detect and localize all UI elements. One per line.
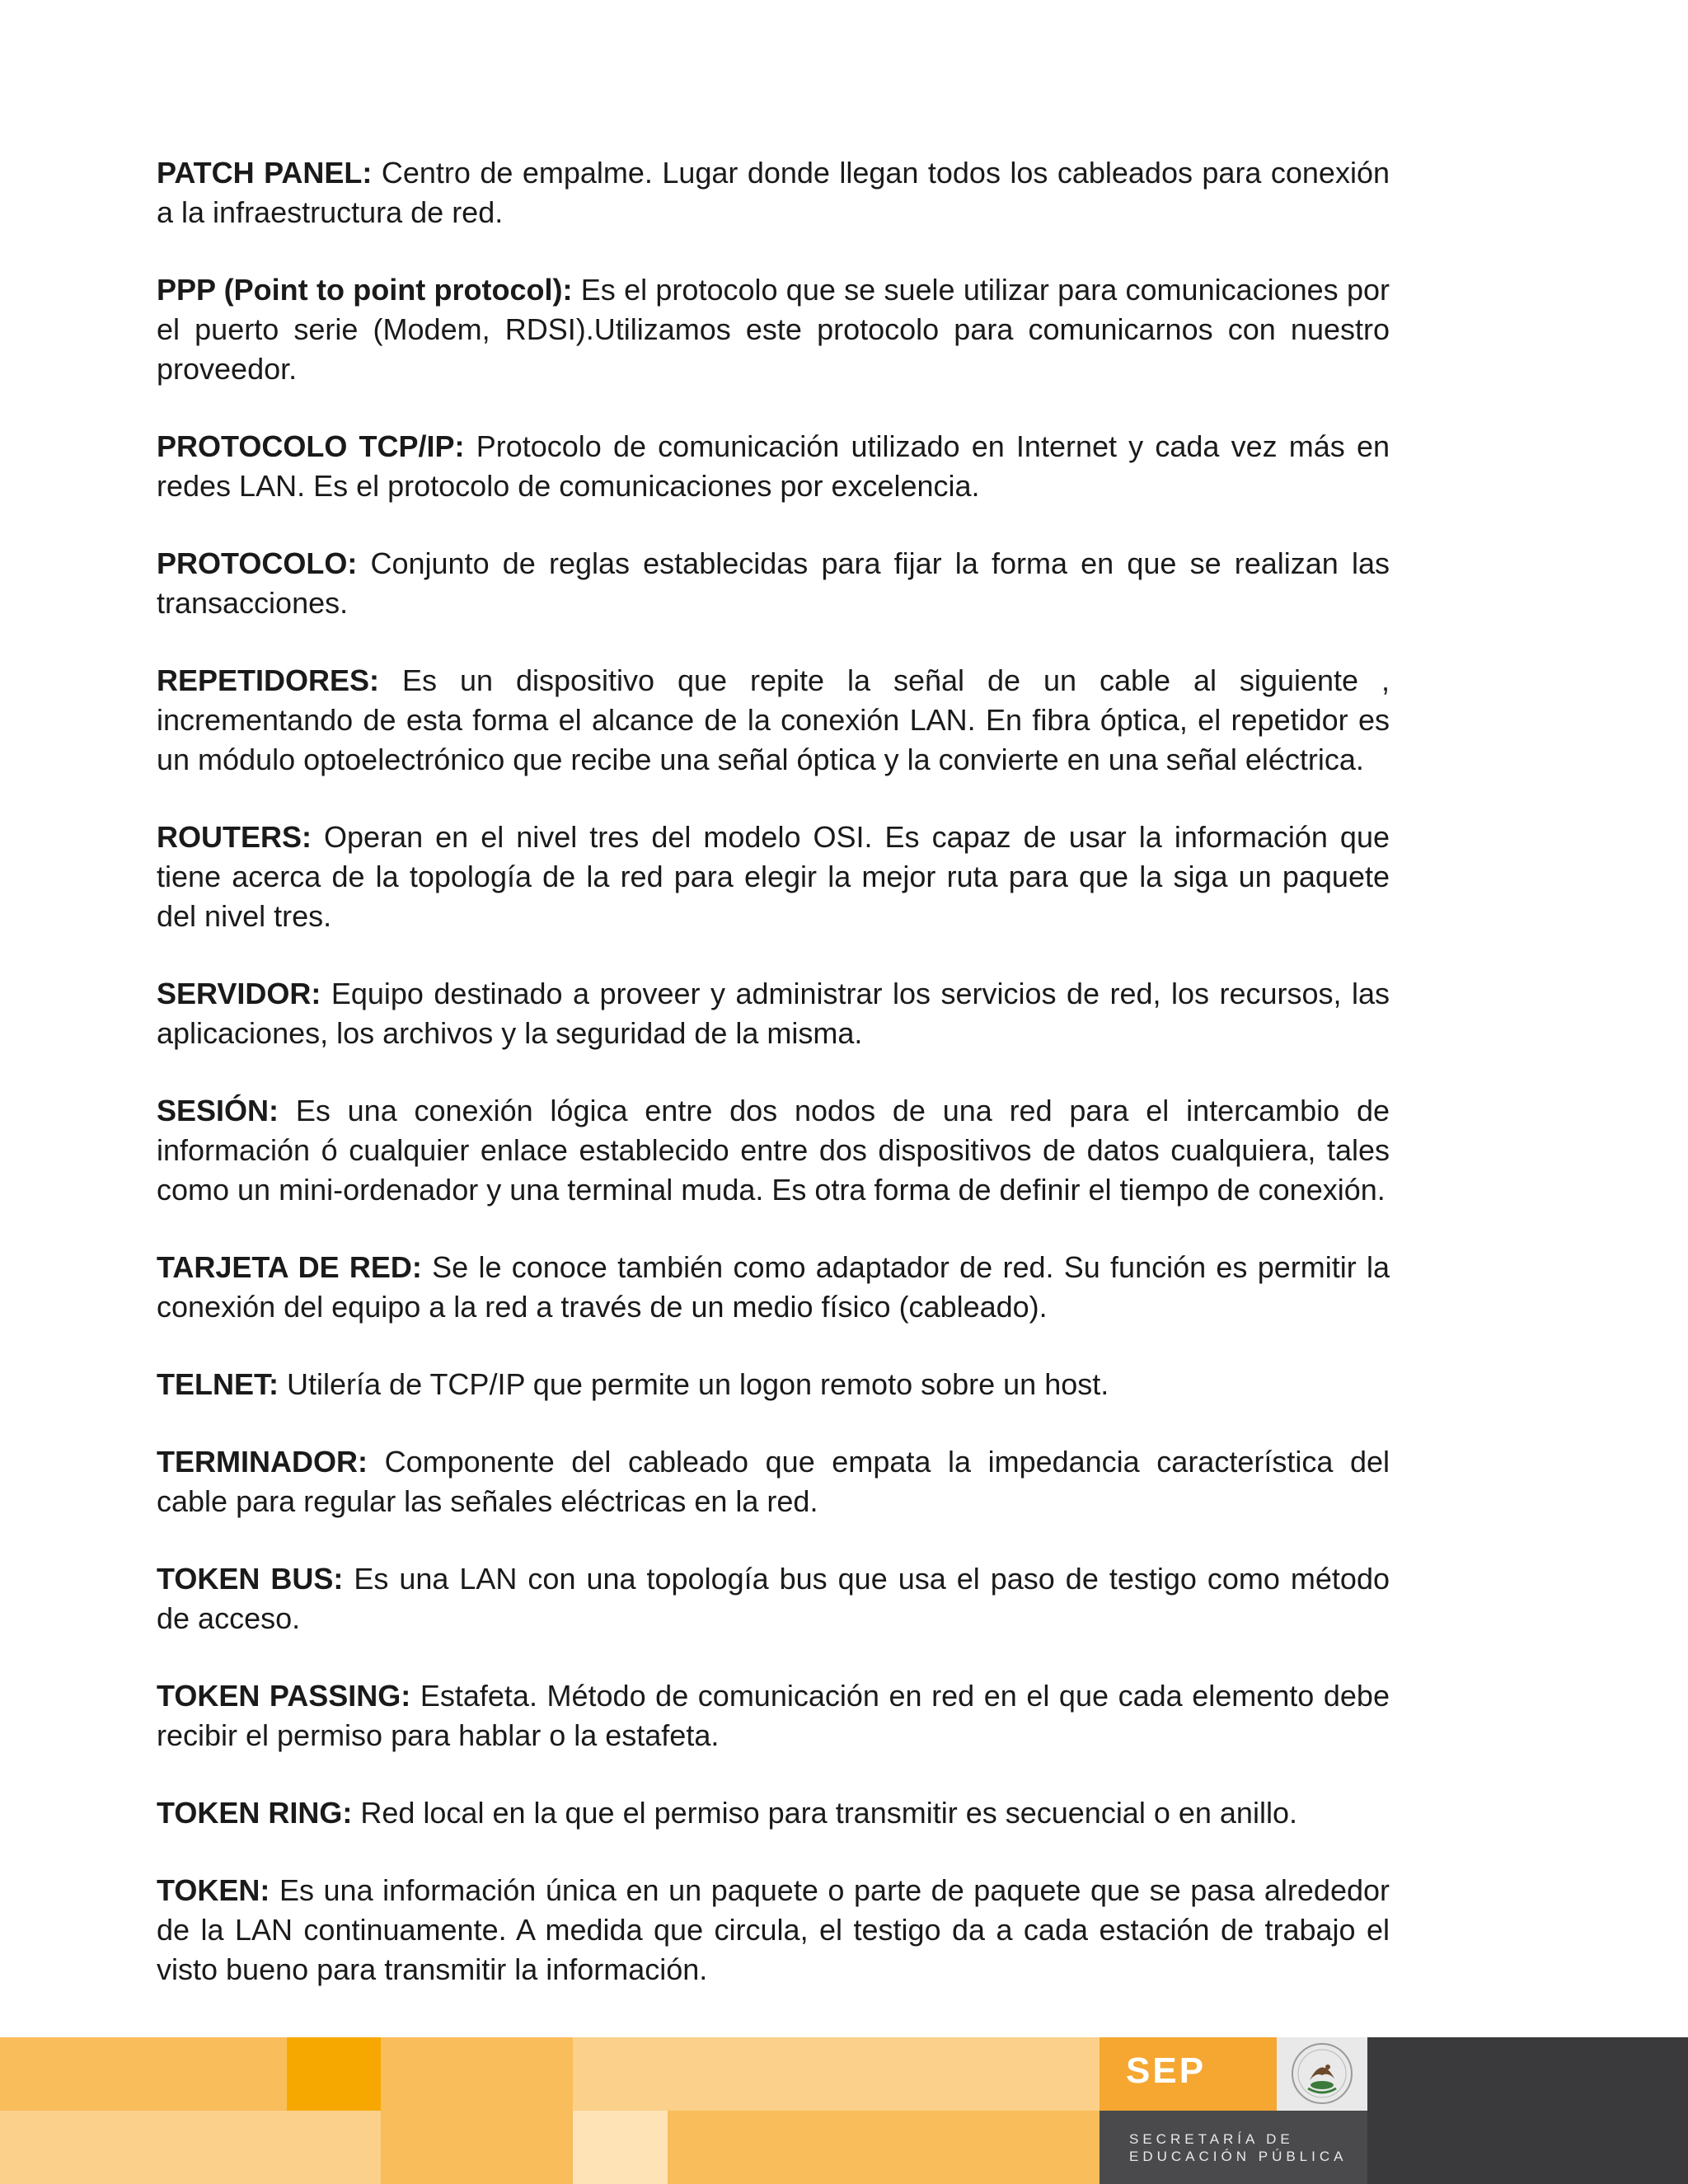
glossary-entry: [157, 270, 1390, 389]
glossary-entry: [157, 1559, 1390, 1638]
footer-color-block: [668, 2111, 1100, 2184]
glossary-definition: Centro de empalme. Lugar donde llegan todos los cableados para conexión a la infraestructura de red.: [157, 156, 1390, 229]
glossary-entry: [157, 974, 1390, 1053]
glossary-term: PROTOCOLO TCP/IP:: [157, 429, 465, 463]
sep-subtitle: [1100, 2037, 1367, 2184]
glossary-term: PPP (Point to point protocol):: [157, 273, 573, 307]
glossary: [157, 153, 1390, 2027]
glossary-definition: Estafeta. Método de comunicación en red en el que cada elemento debe recibir el permiso para hablar o la estafeta.: [157, 1679, 1390, 1752]
glossary-definition: Utilería de TCP/IP que permite un logon remoto sobre un host.: [287, 1367, 1109, 1401]
glossary-term: REPETIDORES:: [157, 663, 380, 697]
glossary-definition: Es el protocolo que se suele utilizar para comunicaciones por el puerto serie (Modem, RDSI).Utilizamos este protocolo para comunicarnos con nuestro proveedor.: [157, 273, 1390, 386]
glossary-entry: [157, 1442, 1390, 1521]
glossary-definition: Equipo destinado a proveer y administrar los servicios de red, los recursos, las aplicaciones, los archivos y la seguridad de la misma.: [157, 977, 1390, 1050]
sep-logo-text: SEP: [1126, 2050, 1207, 2091]
glossary-entry: [157, 818, 1390, 936]
glossary-definition: Es una conexión lógica entre dos nodos de una red para el intercambio de información ó cualquier enlace establecido entre dos dispositivos de datos cualquiera, tales como un mini-ordenador y una terminal muda. Es otra forma de definir el tiempo de conexión.: [157, 1094, 1390, 1207]
glossary-definition: Componente del cableado que empata la impedancia característica del cable para regular las señales eléctricas en la red.: [157, 1445, 1390, 1518]
glossary-term: TARJETA DE RED:: [157, 1250, 422, 1284]
glossary-definition: Es una información única en un paquete o parte de paquete que se pasa alrededor de la LAN continuamente. A medida que circula, el testigo da a cada estación de trabajo el visto bueno para transmitir la información.: [157, 1873, 1390, 1986]
glossary-entry: [157, 1091, 1390, 1210]
footer-color-block: [287, 2037, 381, 2111]
glossary-term: PROTOCOLO:: [157, 546, 358, 580]
glossary-term: ROUTERS:: [157, 820, 312, 854]
glossary-entry: [157, 153, 1390, 232]
footer-color-block: [0, 2037, 287, 2111]
glossary-definition: Conjunto de reglas establecidas para fijar la forma en que se realizan las transacciones.: [157, 546, 1390, 620]
glossary-entry: [157, 1365, 1390, 1404]
glossary-entry: [157, 1676, 1390, 1755]
glossary-definition: Operan en el nivel tres del modelo OSI. Es capaz de usar la información que tiene acerca de la topología de la red para elegir la mejor ruta para que la siga un paquete del nivel tres.: [157, 820, 1390, 933]
glossary-term: SERVIDOR:: [157, 977, 321, 1010]
glossary-definition: Protocolo de comunicación utilizado en Internet y cada vez más en redes LAN. Es el protocolo de comunicaciones por excelencia.: [157, 429, 1390, 503]
glossary-entry: [157, 1248, 1390, 1327]
footer-color-block: [573, 2037, 1100, 2111]
glossary-term: TERMINADOR:: [157, 1445, 368, 1479]
glossary-term: TOKEN PASSING:: [157, 1679, 411, 1713]
glossary-term: TOKEN RING:: [157, 1796, 353, 1830]
footer-color-block: [381, 2037, 573, 2111]
glossary-term: PATCH PANEL:: [157, 156, 373, 190]
footer-color-block: [381, 2111, 573, 2184]
glossary-term: TOKEN BUS:: [157, 1562, 344, 1596]
glossary-entry: [157, 1871, 1390, 1990]
glossary-term: TOKEN:: [157, 1873, 270, 1907]
footer-dark-block: [1367, 2037, 1688, 2184]
footer-color-block: [573, 2111, 668, 2184]
glossary-entry: [157, 544, 1390, 623]
page-footer: [0, 2037, 1688, 2184]
glossary-entry: [157, 427, 1390, 506]
glossary-definition: Red local en la que el permiso para transmitir es secuencial o en anillo.: [360, 1796, 1297, 1830]
sep-subtitle-line: SECRETARÍA DE: [1129, 2131, 1294, 2147]
glossary-term: TELNET:: [157, 1367, 279, 1401]
glossary-entry: [157, 661, 1390, 780]
glossary-definition: Es una LAN con una topología bus que usa el paso de testigo como método de acceso.: [157, 1562, 1390, 1635]
glossary-definition: Se le conoce también como adaptador de red. Su función es permitir la conexión del equipo a la red a través de un medio físico (cableado).: [157, 1250, 1390, 1324]
sep-subtitle-line: EDUCACIÓN PÚBLICA: [1129, 2149, 1348, 2164]
glossary-definition: Es un dispositivo que repite la señal de un cable al siguiente , incrementando de esta forma el alcance de la conexión LAN. En fibra óptica, el repetidor es un módulo optoelectrónico que recibe una señal óptica y la convierte en una señal eléctrica.: [157, 663, 1390, 776]
glossary-entry: [157, 1793, 1390, 1833]
glossary-term: SESIÓN:: [157, 1094, 279, 1127]
footer-color-block: [0, 2111, 381, 2184]
